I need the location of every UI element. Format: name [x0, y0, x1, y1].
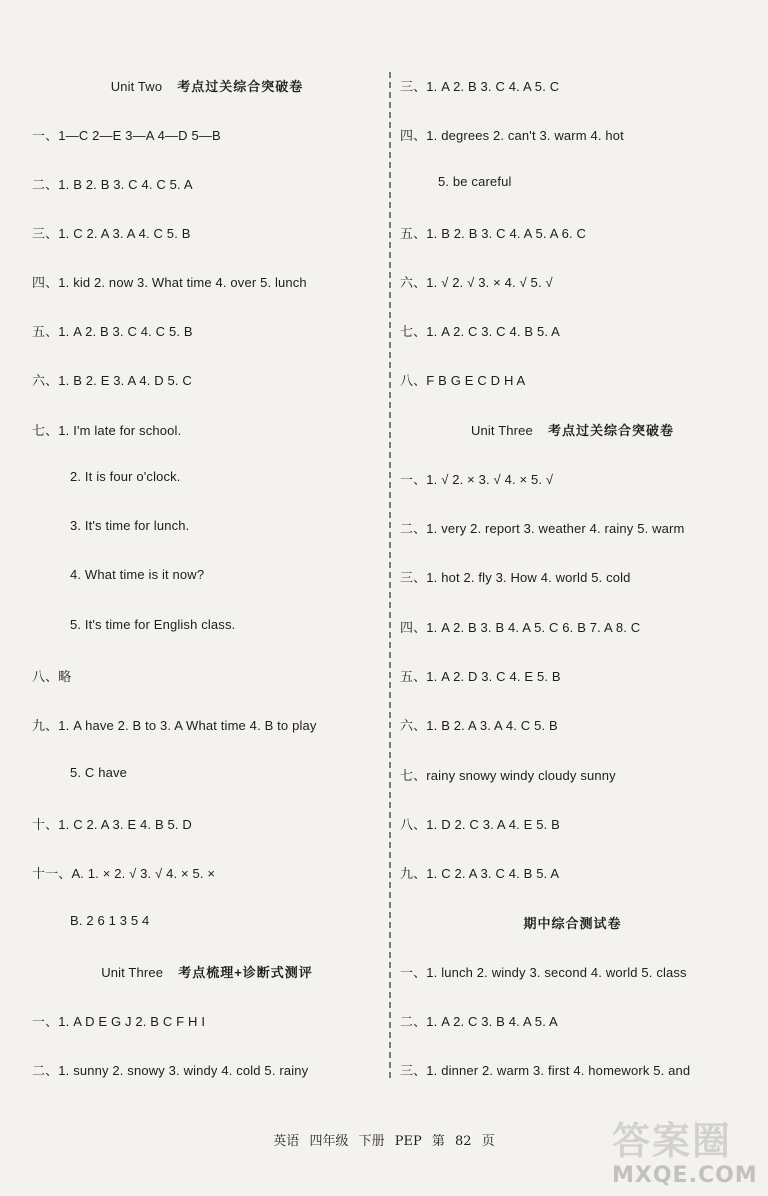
answer-line: 三、1. dinner 2. warm 3. first 4. homework 5. and	[400, 1063, 691, 1078]
heading-title: 期中综合测试卷	[523, 916, 622, 931]
answer-line: 五、1. A 2. D 3. C 4. E 5. B	[400, 669, 561, 684]
answer-line: 3. It's time for lunch.	[70, 518, 190, 533]
answer-line: 一、1. lunch 2. windy 3. second 4. world 5. class	[400, 965, 687, 980]
answer-line: 三、1. hot 2. fly 3. How 4. world 5. cold	[400, 570, 631, 585]
answer-line: 二、1. very 2. report 3. weather 4. rainy 5. warm	[400, 521, 685, 536]
answer-line: 4. What time is it now?	[70, 567, 205, 582]
heading-unit-label: Unit Three	[470, 423, 533, 438]
answer-line: 四、1. degrees 2. can't 3. warm 4. hot	[400, 128, 624, 143]
answer-line: 三、1. C 2. A 3. A 4. C 5. B	[32, 226, 191, 241]
answer-line: 一、1. A D E G J 2. B C F H I	[32, 1014, 206, 1029]
answer-line: 十一、A. 1. × 2. √ 3. √ 4. × 5. ×	[32, 866, 216, 881]
footer-page-number: 第 82 页	[431, 1134, 495, 1149]
heading-unit-label: Unit Two	[110, 79, 163, 94]
section-heading-midterm	[400, 913, 745, 932]
answer-line: 六、1. B 2. A 3. A 4. C 5. B	[400, 718, 558, 733]
answer-line: 5. It's time for English class.	[70, 617, 236, 632]
answer-line: 一、1. √ 2. × 3. √ 4. × 5. √	[400, 472, 554, 487]
heading-title: 考点过关综合突破卷	[548, 423, 675, 438]
footer-volume: 下册	[358, 1134, 385, 1149]
watermark-logo	[608, 1110, 758, 1190]
answer-line: 四、1. kid 2. now 3. What time 4. over 5. lunch	[32, 275, 307, 290]
watermark-logo-text: 答案圈	[612, 1119, 733, 1163]
answer-line: 八、略	[32, 669, 72, 684]
footer-grade: 四年级	[309, 1134, 349, 1149]
answer-line: 三、1. A 2. B 3. C 4. A 5. C	[400, 79, 560, 94]
answer-line: 5. C have	[70, 765, 127, 780]
answer-line: 六、1. √ 2. √ 3. × 4. √ 5. √	[400, 275, 553, 290]
answer-line: 一、1—C 2—E 3—A 4—D 5—B	[32, 128, 221, 143]
section-heading-unit-two	[32, 76, 382, 95]
column-divider	[389, 72, 391, 1078]
answer-line: 九、1. A have 2. B to 3. A What time 4. B to play	[32, 718, 317, 733]
answer-line: B. 2 6 1 3 5 4	[70, 913, 150, 928]
answer-line: 二、1. B 2. B 3. C 4. C 5. A	[32, 177, 193, 192]
heading-unit-label: Unit Three	[101, 965, 164, 980]
answer-line: 2. It is four o'clock.	[70, 469, 181, 484]
answer-line: 九、1. C 2. A 3. C 4. B 5. A	[400, 866, 560, 881]
answer-line: 二、1. sunny 2. snowy 3. windy 4. cold 5. rainy	[32, 1063, 309, 1078]
answer-line: 八、1. D 2. C 3. A 4. E 5. B	[400, 817, 560, 832]
heading-title: 考点梳理+诊断式测评	[178, 965, 313, 980]
answer-line: 二、1. A 2. C 3. B 4. A 5. A	[400, 1014, 558, 1029]
watermark-url: MXQE.COM	[612, 1163, 758, 1188]
answer-line: 七、1. A 2. C 3. C 4. B 5. A	[400, 324, 560, 339]
answer-line: 五、1. B 2. B 3. C 4. A 5. A 6. C	[400, 226, 587, 241]
answer-line: 七、1. I'm late for school.	[32, 423, 182, 438]
heading-title: 考点过关综合突破卷	[177, 79, 304, 94]
answer-line: 四、1. A 2. B 3. B 4. A 5. C 6. B 7. A 8. C	[400, 620, 641, 635]
answer-line: 六、1. B 2. E 3. A 4. D 5. C	[32, 373, 192, 388]
section-heading-unit-three	[400, 420, 745, 439]
answer-line: 八、F B G E C D H A	[400, 373, 526, 388]
answer-line: 十、1. C 2. A 3. E 4. B 5. D	[32, 817, 192, 832]
answer-line: 五、1. A 2. B 3. C 4. C 5. B	[32, 324, 193, 339]
answer-line: 5. be careful	[438, 174, 512, 189]
footer-subject: 英语	[273, 1134, 300, 1149]
answer-line: 七、rainy snowy windy cloudy sunny	[400, 768, 616, 783]
section-heading-unit-three-review	[32, 962, 382, 981]
footer-edition: PEP	[394, 1134, 422, 1149]
